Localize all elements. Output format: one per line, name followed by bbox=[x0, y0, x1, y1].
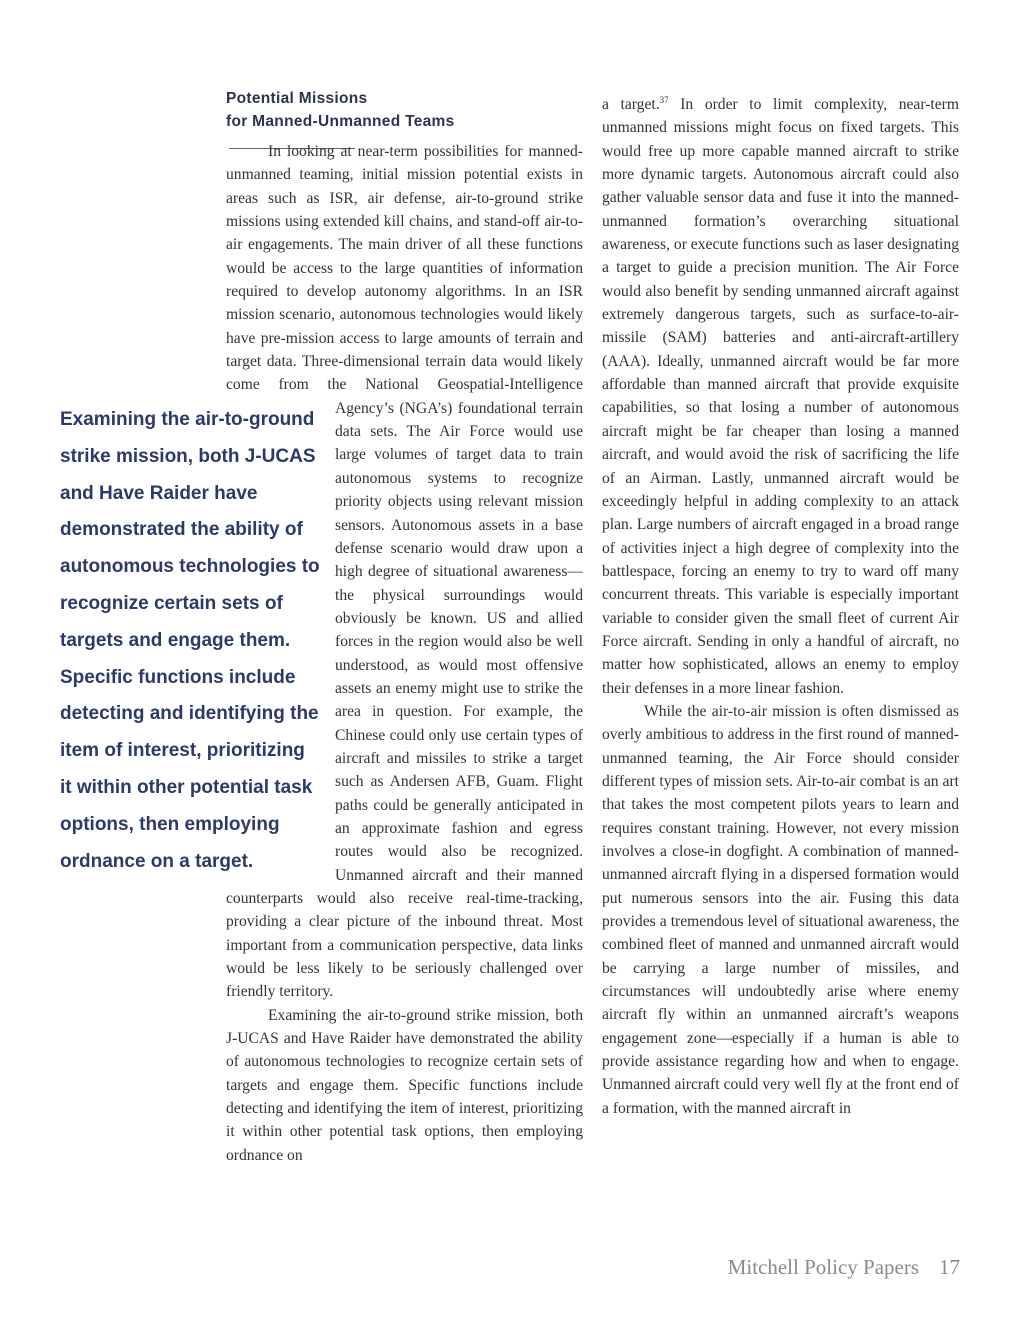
paragraph-text: In order to limit complexity, near-term unmanned missions might focus on fixed targets. This would free up more capable manned aircraft to strike more dynamic targets. Autonomous aircraft could also gather valuable sensor data and fuse it into the manned-unmanned formation’s overarching situational awareness, or execute functions such as laser designating a target to guide a precision munition. The Air Force would also benefit by sending unmanned aircraft against extremely dangerous targets, such as surface-to-air-missile (SAM) batteries and anti-aircraft-artillery (AAA). Ideally, unmanned aircraft would be far more affordable than manned aircraft that provide exquisite capabilities, so that losing a number of autonomous aircraft might be far cheaper than losing a manned aircraft, and would avoid the risk of sacrificing the life of an Airman. Lastly, unmanned aircraft would be exceedingly helpful in adding complexity to an attack plan. Large numbers of aircraft engaged in a broad range of activities inject a high degree of complexity into the battlespace, forcing an enemy to try to ward off many concurrent threats. This variable is especially important variable to consider given the small fleet of current Air Force aircraft. Sending in only a handful of aircraft, no matter how sophisticated, allows an enemy to employ their defenses in a more linear fashion. bbox=[602, 96, 960, 697]
section-heading-line1: Potential Missions bbox=[226, 90, 368, 107]
body-paragraph: While the air-to-air mission is often dismissed as overly ambitious to address in the first round of manned-unmanned teaming, the Air Force should consider different types of mission sets. Air-to-air combat is an art that takes the most competent pilots years to learn and requires constant training. However, not every mission involves a close-in dogfight. A combination of manned-unmanned aircraft flying in a dispersed formation would put numerous sensors into the air. Fusing this data provides a tremendous level of situational awareness, the combined fleet of manned and unmanned aircraft would be carrying a large number of missiles, and circumstances will undoubtedly arise where enemy aircraft fly within an unmanned aircraft’s weapons engagement zone—especially if a human is able to provide assistance regarding how and when to engage. Unmanned aircraft could very well fly at the front end of a formation, with the manned aircraft in bbox=[602, 702, 959, 1117]
page-footer bbox=[728, 1255, 960, 1280]
body-paragraph: Examining the air-to-ground strike mission, both J-UCAS and Have Raider have demonstrated the ability of autonomous technologies to recognize certain sets of targets and engage them. Specific functions include detecting and identifying the item of interest, prioritizing it within other potential task options, then employing ordnance on bbox=[226, 1006, 583, 1164]
footnote-ref[interactable]: 37 bbox=[659, 94, 669, 105]
publication-name: Mitchell Policy Papers bbox=[727, 1255, 919, 1279]
right-column bbox=[602, 93, 959, 1120]
body-paragraph: In looking at near-term possibilities for manned-unmanned teaming, initial mission potential exists in areas such as ISR, air defense, air-to-ground strike missions using extended kill chains, and stand-off air-to-air engagements. The main driver of all these functions would be access to the large quantities of information required to develop autonomy algorithms. In an ISR mission scenario, autonomous technologies would likely have pre-mission access to large amounts of terrain and target data. Three-dimensional terrain data would likely come from the National Geospatial-Intelligence Agency’s (NGA’s) foundational terrain data sets. The Air Force would use large volumes of target data to train autonomous systems to recognize priority objects using relevant mission sensors. Autonomous assets in a base defense scenario would draw upon a high degree of situational awareness—the physical surroundings would obviously be known. US and allied forces in the region would also be well understood, as would most offensive assets an enemy might use to strike the area in question. For example, the Chinese could only use certain types of aircraft and missiles to strike a target such as Andersen AFB, Guam. Flight paths could be generally anticipated in an approximate fashion and egress routes would also be recognized. Unmanned aircraft and their manned counterparts would also receive real-time-tracking, providing a clear picture of the inbound threat. Most important from a communication perspective, data links would be less likely to be seriously challenged over friendly territory. bbox=[226, 143, 583, 1001]
pull-quote: Examining the air-to-ground strike mission, both J-UCAS and Have Raider have demonstrated the ability of autonomous technologies to recognize certain sets of targets and engage them. Specific functions include detecting and identifying the item of interest, prioritizing it within other potential task options, then employing ordnance on a target. bbox=[60, 409, 320, 872]
section-heading-line2: for Manned-Unmanned Teams bbox=[226, 113, 455, 130]
paragraph-start: a target. bbox=[602, 96, 660, 113]
body-paragraph bbox=[602, 93, 959, 700]
page-number: 17 bbox=[939, 1255, 960, 1279]
